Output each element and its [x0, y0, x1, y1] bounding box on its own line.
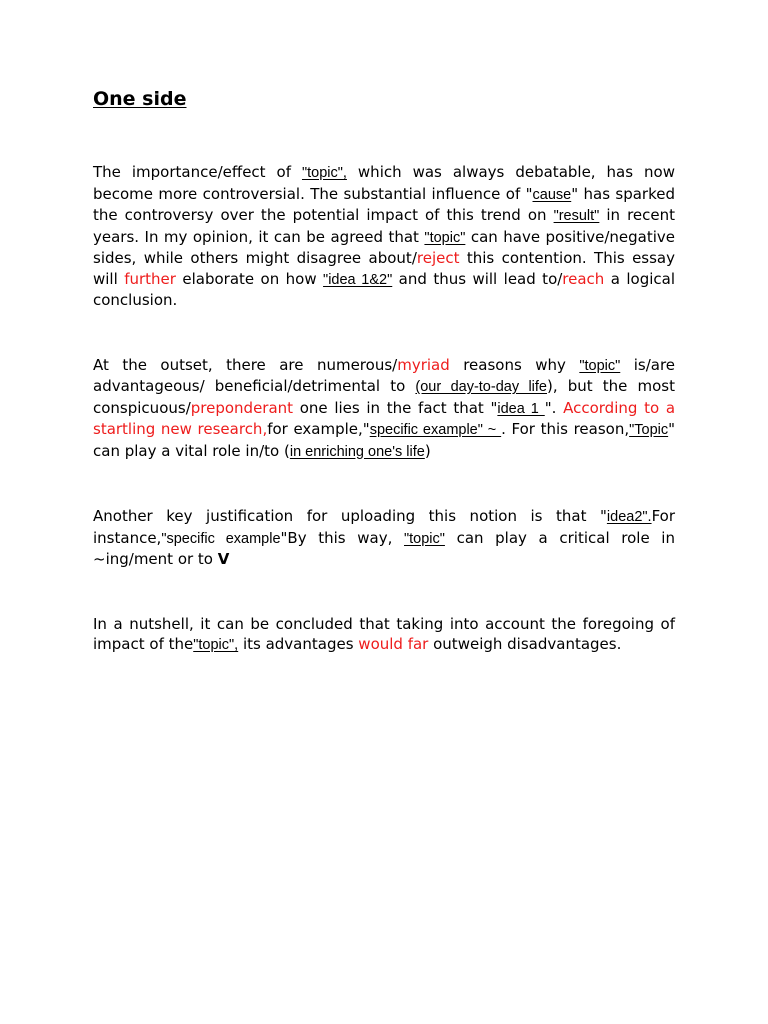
- placeholder-term: specific example" ~: [369, 422, 502, 438]
- placeholder-term: "result": [553, 208, 600, 224]
- text-run: one lies in the fact that ": [293, 398, 498, 417]
- placeholder-term: in enriching one's life: [289, 443, 425, 460]
- emphasis-term: According to a startling new research,: [93, 398, 676, 438]
- text-run: At the outset, there are numerous/: [93, 355, 398, 374]
- text-run: ): [424, 441, 431, 460]
- placeholder-term: cause: [532, 186, 572, 203]
- placeholder-term: "topic",: [301, 165, 347, 181]
- text-run: can have positive/negative sides, while others might disagree about/: [93, 227, 676, 267]
- text-run: In a nutshell, it can be concluded that taking into account the foregoing of impact of the: [93, 614, 675, 653]
- text-run: outweigh disadvantages.: [428, 635, 622, 653]
- text-run: in recent years. In my opinion, it can be agreed that: [93, 206, 675, 246]
- document-page: [93, 86, 675, 700]
- text-run: reasons why: [449, 355, 580, 374]
- bold-term: V: [217, 550, 230, 568]
- paragraph-body-one: [93, 355, 675, 463]
- placeholder-term: "topic": [404, 530, 445, 547]
- document-title: One side: [93, 88, 187, 110]
- paragraph-body-two: [93, 506, 675, 570]
- text-run: is/are advantageous/ beneficial/detrimental to: [93, 355, 676, 395]
- text-run: can play a critical role in ~ing/ment or to: [93, 528, 675, 568]
- emphasis-term: reach: [562, 269, 605, 288]
- placeholder-term: "topic": [579, 357, 621, 374]
- emphasis-term: myriad: [397, 355, 450, 374]
- text-run: and thus will lead to/: [392, 269, 563, 288]
- text-run: ), but the most conspicuous/: [93, 377, 675, 417]
- placeholder-term: "Topic: [629, 422, 669, 438]
- placeholder-term: idea 1: [497, 400, 545, 417]
- text-run: this contention. This essay will: [93, 249, 675, 288]
- text-run: " has sparked the controversy over the potential impact of this trend on: [93, 184, 675, 224]
- text-run: its advantages: [238, 635, 359, 653]
- text-run: for example,": [267, 420, 370, 438]
- placeholder-term: "topic": [424, 229, 466, 246]
- text-run: . For this reason,: [501, 420, 630, 438]
- emphasis-term: preponderant: [190, 398, 294, 417]
- text-run: " can play a vital role in/to (: [93, 420, 676, 460]
- text-run: which was always debatable, has now become more controversial. The substantial influence of ": [93, 163, 675, 203]
- paragraph-conclusion: [93, 614, 675, 656]
- placeholder-term: (our day-to-day life: [415, 379, 547, 395]
- paragraph-introduction: [93, 162, 675, 311]
- placeholder-term: "specific example: [161, 530, 281, 547]
- placeholder-term: "topic",: [193, 637, 239, 653]
- text-run: For instance,: [93, 507, 675, 547]
- text-run: Another key justification for uploading this notion is that ": [93, 507, 607, 525]
- emphasis-term: reject: [416, 249, 460, 267]
- text-run: "By this way,: [280, 528, 404, 547]
- emphasis-term: further: [124, 269, 176, 288]
- placeholder-term: "idea 1&2": [323, 271, 393, 288]
- text-run: elaborate on how: [175, 269, 324, 288]
- emphasis-term: would far: [358, 635, 429, 653]
- text-run: a logical conclusion.: [93, 269, 675, 309]
- placeholder-term: idea2".: [606, 509, 652, 525]
- text-run: The importance/effect of: [93, 163, 302, 181]
- text-run: ".: [544, 398, 564, 417]
